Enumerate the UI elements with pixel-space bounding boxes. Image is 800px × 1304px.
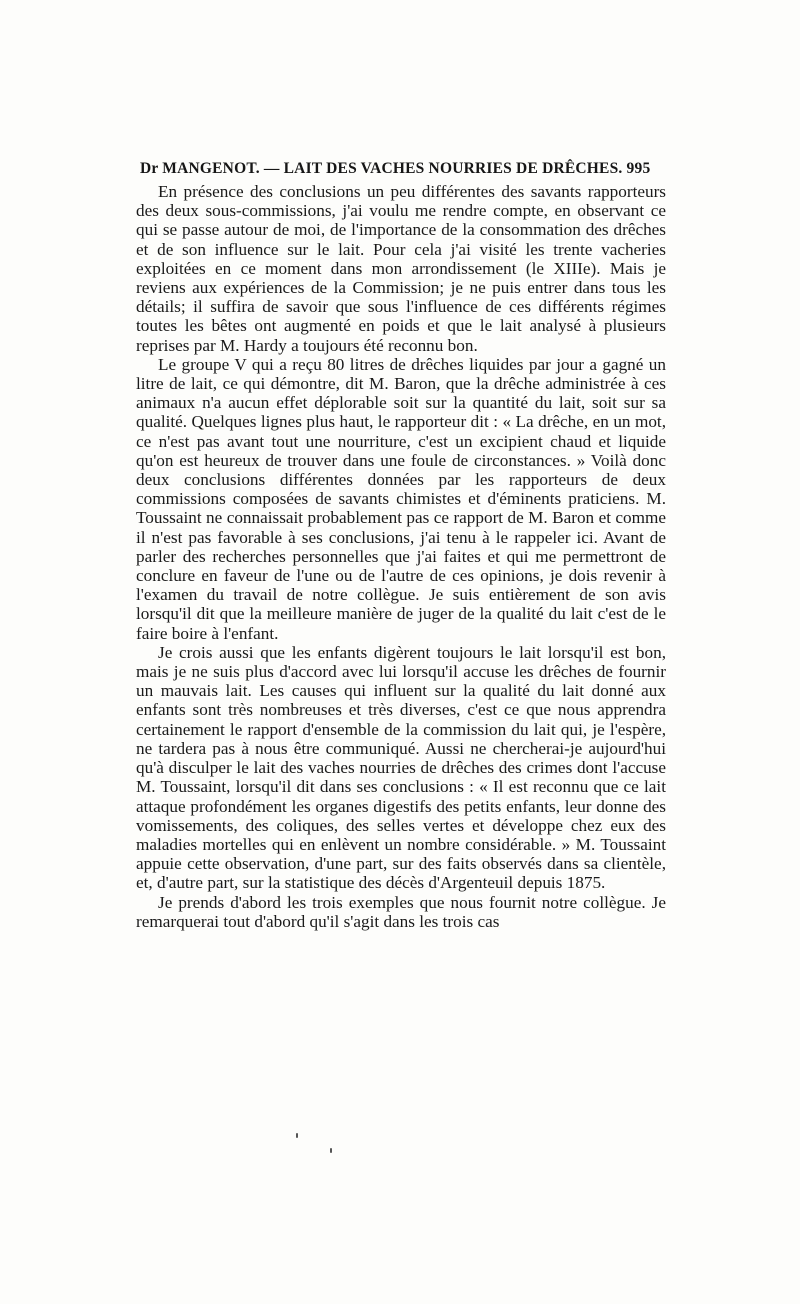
scan-speck [296, 1133, 298, 1138]
paragraph-2: Le groupe V qui a reçu 80 litres de drêches liquides par jour a gagné un litre de lait, ce qui démontre, dit M. Baron, que la drêche administrée à ces animaux n'a aucun effet déplorable soit sur la quantité du lait, soit sur sa qualité. Quelques lignes plus haut, le rapporteur dit : « La drêche, en un mot, ce n'est pas avant tout une nourriture, c'est un excipient chaud et liquide qu'on est heureux de trouver dans une foule de circonstances. » Voilà donc deux conclusions différentes données par les rapporteurs de deux commissions composées de savants chimistes et d'éminents praticiens. M. Toussaint ne connaissait probablement pas ce rapport de M. Baron et comme il n'est pas favorable à ses conclusions, j'ai tenu à le rappeler ici. Avant de parler des recherches personnelles que j'ai faites et qui me permettront de conclure en faveur de l'une ou de l'autre de ces opinions, je dois revenir à l'examen du travail de notre collègue. Je suis entièrement de son avis lorsqu'il dit que la meilleure manière de juger de la qualité du lait c'est de le faire boire à l'enfant. [136, 354, 666, 643]
paragraph-4: Je prends d'abord les trois exemples que nous fournit notre collègue. Je remarquerai tout d'abord qu'il s'agit dans les trois cas [136, 892, 666, 931]
body-text [136, 182, 666, 931]
paragraph-3: Je crois aussi que les enfants digèrent toujours le lait lorsqu'il est bon, mais je ne suis plus d'accord avec lui lorsqu'il accuse les drêches de fournir un mauvais lait. Les causes qui influent sur la qualité du lait donné aux enfants sont très nombreuses et très diverses, c'est ce que nous apprendra certainement le rapport d'ensemble de la commission du lait qui, je l'espère, ne tardera pas à nous être communiqué. Aussi ne chercherai-je aujourd'hui qu'à disculper le lait des vaches nourries de drêches des crimes dont l'accuse M. Toussaint, lorsqu'il dit dans ses conclusions : « Il est reconnu que ce lait attaque profondément les organes digestifs des petits enfants, leur donne des vomissements, des coliques, des selles vertes et développe chez eux des maladies mortelles qui en enlèvent un nombre considérable. » M. Toussaint appuie cette observation, d'une part, sur des faits observés dans sa clientèle, et, d'autre part, sur la statistique des décès d'Argenteuil depuis 1875. [136, 642, 666, 893]
paragraph-1: En présence des conclusions un peu différentes des savants rapporteurs des deux sous-commissions, j'ai voulu me rendre compte, en observant ce qui se passe autour de moi, de l'importance de la consommation des drêches et de son influence sur le lait. Pour cela j'ai visité les trente vacheries exploitées en ce moment dans mon arrondissement (le XIIIe). Mais je reviens aux expériences de la Commission; je ne puis entrer dans tous les détails; il suffira de savoir que sous l'influence de ces différents régimes toutes les bêtes ont augmenté en poids et que le lait analysé à plusieurs reprises par M. Hardy a toujours été reconnu bon. [136, 182, 666, 355]
scan-speck [330, 1148, 332, 1153]
running-header: Dr MANGENOT. — LAIT DES VACHES NOURRIES DE DRÊCHES. 995 [140, 160, 651, 177]
